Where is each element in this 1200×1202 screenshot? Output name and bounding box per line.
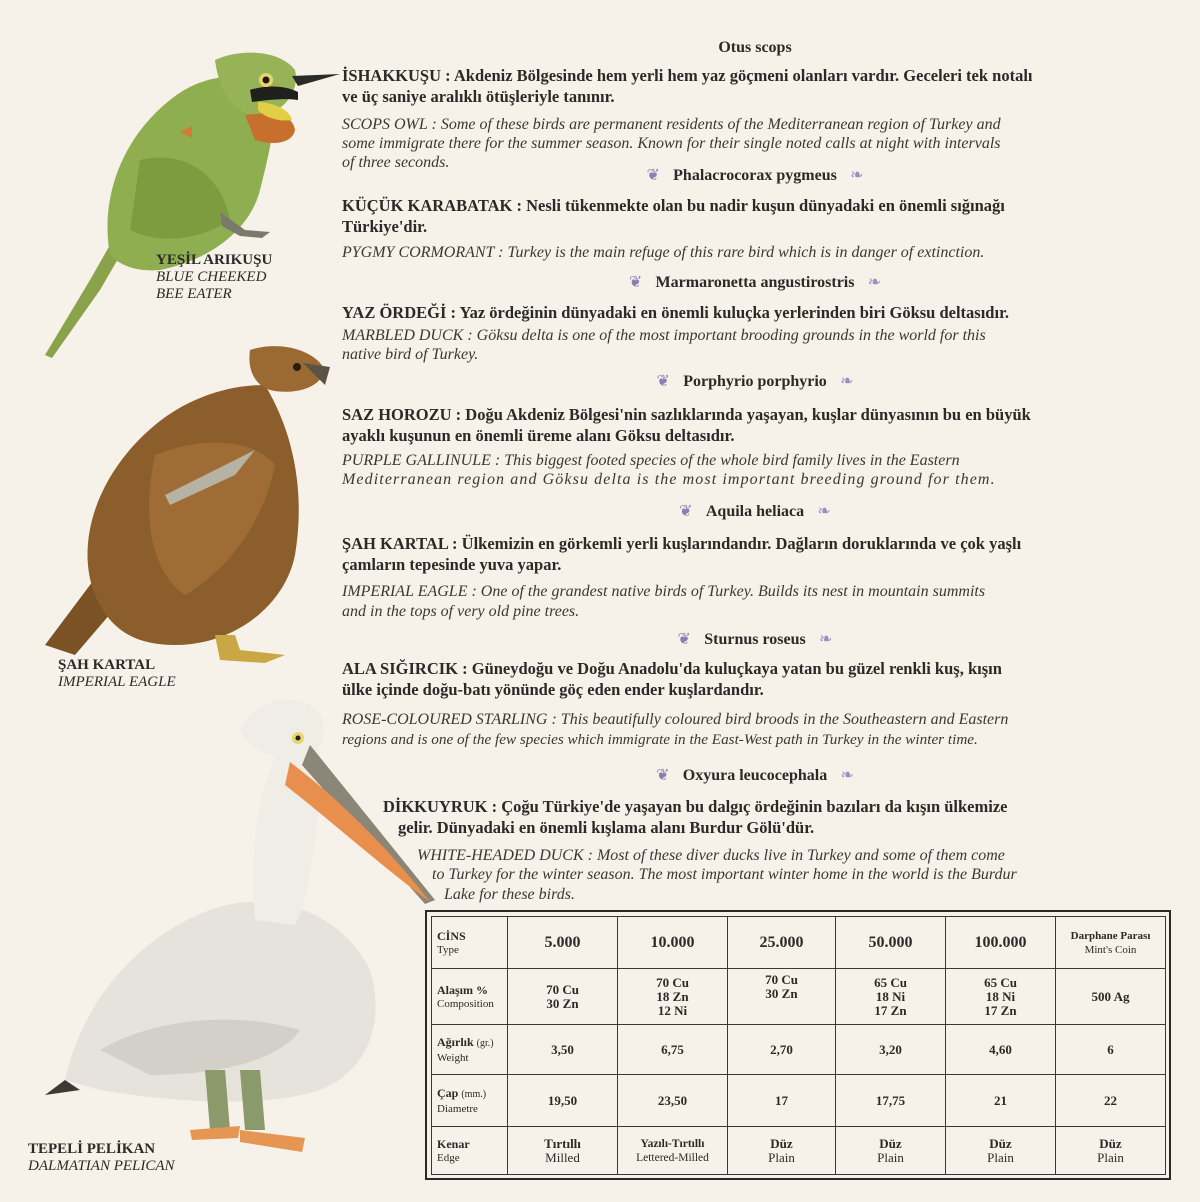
denom-cell: 5.000 [508, 917, 618, 969]
table-cell: Düz Plain [946, 1127, 1056, 1175]
sci-name-phalacrocorax: ❦ Phalacrocorax pygmeus ❧ [495, 166, 1015, 186]
table-cell: 3,50 [508, 1025, 618, 1075]
table-cell: 17,75 [836, 1075, 946, 1127]
bee-eater-illustration [30, 40, 350, 360]
table-row-weight [432, 1025, 1166, 1075]
denom-cell: 50.000 [836, 917, 946, 969]
table-cell: 65 Cu 18 Ni 17 Zn [836, 969, 946, 1025]
en-text-2-line1: MARBLED DUCK : Göksu delta is one of the most important brooding grounds in the world for this [342, 327, 986, 344]
table-cell: 70 Cu 18 Zn 12 Ni [618, 969, 728, 1025]
en-text-0-line3: of three seconds. [342, 154, 450, 171]
feather-ornament-icon: ❧ [819, 631, 833, 648]
tr-text-0-line1: İSHAKKUŞU : Akdeniz Bölgesinde hem yerli hem yaz göçmeni olanları vardır. Geceleri tek notalı [342, 66, 1033, 85]
tr-text-0-line2: ve üç saniye aralıklı ötüşleriyle tanınır. [342, 87, 615, 106]
table-cell: 17 [728, 1075, 836, 1127]
denom-cell: 100.000 [946, 917, 1056, 969]
table-cell: 21 [946, 1075, 1056, 1127]
feather-ornament-icon: ❦ [646, 167, 660, 184]
en-text-0-line1: SCOPS OWL : Some of these birds are permanent residents of the Mediterranean region of Turkey and [342, 116, 1001, 133]
table-cell: Yazılı-Tırtıllı Lettered-Milled [618, 1127, 728, 1175]
table-cell: Düz Plain [1056, 1127, 1166, 1175]
tr-text-2-line1: YAZ ÖRDEĞİ : Yaz ördeğinin dünyadaki en önemli kuluçka yerlerinden biri Göksu deltasıdır. [342, 303, 1010, 322]
sci-name-marmaronetta: ❦ Marmaronetta angustirostris ❧ [495, 273, 1015, 293]
sci-name-aquila: ❦ Aquila heliaca ❧ [495, 502, 1015, 522]
table-header-row [432, 917, 1166, 969]
tr-text-1-line1: KÜÇÜK KARABATAK : Nesli tükenmekte olan bu nadir kuşun dünyadaki en önemli sığınağı [342, 196, 1005, 215]
caption-pelican-en: DALMATIAN PELICAN [28, 1158, 175, 1174]
en-text-4-line1: IMPERIAL EAGLE : One of the grandest native birds of Turkey. Builds its nest in mountain summits [342, 583, 986, 600]
en-text-5-line1: ROSE-COLOURED STARLING : This beautifully coloured bird broods in the Southeastern and Eastern [342, 711, 1009, 728]
feather-ornament-icon: ❧ [867, 274, 882, 291]
table-cell: 3,20 [836, 1025, 946, 1075]
table-row-composition [432, 969, 1166, 1025]
table-row-edge [432, 1127, 1166, 1175]
en-text-3-line2: Mediterranean region and Göksu delta is the most important breeding ground for them. [342, 471, 996, 488]
en-text-4-line2: and in the tops of very old pine trees. [342, 603, 580, 620]
table-cell: Tırtıllı Milled [508, 1127, 618, 1175]
tr-text-5-line1: ALA SIĞIRCIK : Güneydoğu ve Doğu Anadolu'da kuluçkaya yatan bu güzel renkli kuş, kışın [342, 659, 1002, 678]
coin-specs-table [425, 910, 1171, 1180]
caption-eagle-tr: ŞAH KARTAL [58, 657, 156, 673]
table-cell: Düz Plain [836, 1127, 946, 1175]
table-cell: 70 Cu 30 Zn [508, 969, 618, 1025]
feather-ornament-icon: ❧ [840, 767, 854, 784]
feather-ornament-icon: ❦ [656, 373, 670, 390]
sci-name-oxyura: ❦ Oxyura leucocephala ❧ [495, 766, 1015, 786]
tr-text-6-line1: DİKKUYRUK : Çoğu Türkiye'de yaşayan bu dalgıç ördeğinin bazıları da kışın ülkemize [383, 797, 1008, 816]
tr-text-5-line2: ülke içinde doğu-batı yönünde göç eden ender kuşlardandır. [342, 680, 764, 699]
table-cell: 500 Ag [1056, 969, 1166, 1025]
en-text-1-line1: PYGMY CORMORANT : Turkey is the main refuge of this rare bird which is in danger of extinction. [342, 244, 985, 261]
row-head: Kenar Edge [432, 1127, 508, 1175]
feather-ornament-icon: ❦ [628, 274, 643, 291]
caption-pelican-tr: TEPELİ PELİKAN [28, 1141, 156, 1157]
table-cell: 2,70 [728, 1025, 836, 1075]
feather-ornament-icon: ❧ [850, 167, 864, 184]
tr-text-4-line2: çamların tepesinde yuva yapar. [342, 555, 562, 574]
table-cell: 23,50 [618, 1075, 728, 1127]
denom-cell: 25.000 [728, 917, 836, 969]
imperial-eagle-illustration [35, 345, 345, 675]
tr-text-6-line2: gelir. Dünyadaki en önemli kışlama alanı Burdur Gölü'dür. [398, 818, 815, 837]
table-row-diameter [432, 1075, 1166, 1127]
en-text-0-line2: some immigrate there for the summer season. Known for their single noted calls at night with intervals [342, 135, 1001, 152]
row-head: Alaşım % Composition [432, 969, 508, 1025]
table-cell: 19,50 [508, 1075, 618, 1127]
en-text-6-line3: Lake for these birds. [444, 886, 575, 903]
sci-name-otus-scops: Otus scops [718, 39, 792, 56]
tr-text-4-line1: ŞAH KARTAL : Ülkemizin en görkemli yerli kuşlarındandır. Dağların doruklarında ve çok yaşlı [342, 534, 1022, 553]
tr-text-1-line2: Türkiye'dir. [342, 217, 428, 236]
feather-ornament-icon: ❦ [679, 503, 693, 520]
feather-ornament-icon: ❧ [817, 503, 831, 520]
en-text-2-line2: native bird of Turkey. [342, 346, 479, 363]
table-cell: 4,60 [946, 1025, 1056, 1075]
feather-ornament-icon: ❦ [656, 767, 670, 784]
table-cell: 22 [1056, 1075, 1166, 1127]
feather-ornament-icon: ❧ [840, 373, 854, 390]
en-text-5-line2: regions and is one of the few species which immigrate in the East-West path in Turkey in the winter time. [342, 731, 978, 748]
caption-eagle-en: IMPERIAL EAGLE [58, 674, 176, 690]
table-cell: 70 Cu 30 Zn [728, 969, 836, 1025]
tr-text-3-line2: ayaklı kuşunun en önemli üreme alanı Göksu deltasıdır. [342, 426, 735, 445]
row-head: Çap (mm.) Diametre [432, 1075, 508, 1127]
row-head: Ağırlık (gr.) Weight [432, 1025, 508, 1075]
dalmatian-pelican-illustration [40, 690, 440, 1160]
header-type-cell: CİNS Type [432, 917, 508, 969]
caption-bee-eater-tr: YEŞİL ARIKUŞU [156, 252, 273, 268]
table-cell: 6,75 [618, 1025, 728, 1075]
table-cell: 65 Cu 18 Ni 17 Zn [946, 969, 1056, 1025]
sci-name-porphyrio: ❦ Porphyrio porphyrio ❧ [495, 372, 1015, 392]
caption-bee-eater-en: BLUE CHEEKED [156, 269, 267, 285]
table-cell: Düz Plain [728, 1127, 836, 1175]
en-text-6-line1: WHITE-HEADED DUCK : Most of these diver ducks live in Turkey and some of them come [417, 847, 1005, 864]
denom-cell: 10.000 [618, 917, 728, 969]
caption-bee-eater-en2: BEE EATER [156, 286, 232, 302]
en-text-6-line2: to Turkey for the winter season. The most important winter home in the world is the Burdur [432, 866, 1017, 883]
feather-ornament-icon: ❦ [677, 631, 691, 648]
sci-name-sturnus: ❦ Sturnus roseus ❧ [495, 630, 1015, 650]
en-text-3-line1: PURPLE GALLINULE : This biggest footed species of the whole bird family lives in the Eastern [342, 452, 960, 469]
tr-text-3-line1: SAZ HOROZU : Doğu Akdeniz Bölgesi'nin sazlıklarında yaşayan, kuşlar dünyasının bu en büyük [342, 405, 1031, 424]
mint-coin-cell: Darphane Parası Mint's Coin [1056, 917, 1166, 969]
table-cell: 6 [1056, 1025, 1166, 1075]
